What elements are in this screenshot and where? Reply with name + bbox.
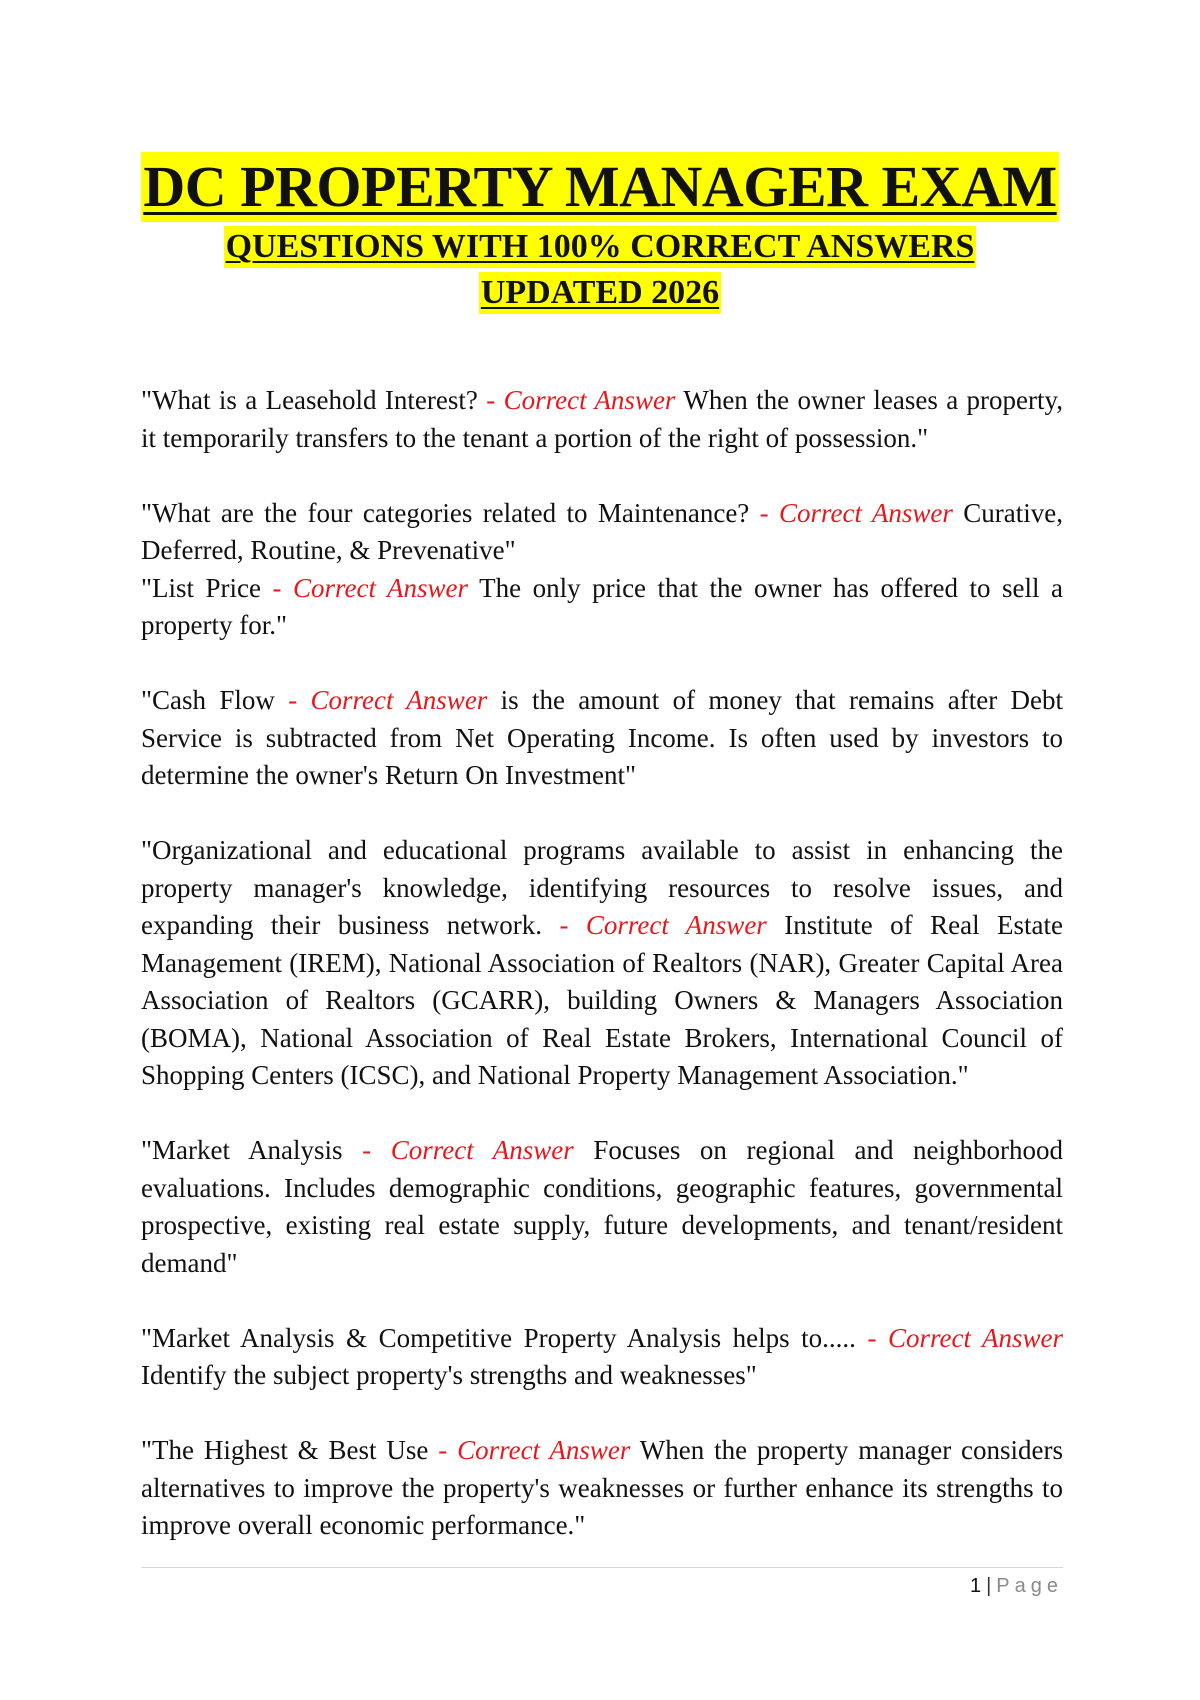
correct-answer-marker: - Correct Answer — [438, 1435, 631, 1465]
correct-answer-marker: - Correct Answer — [867, 1322, 1064, 1353]
correct-answer-marker: - Correct Answer — [288, 685, 488, 715]
question-text: "What is a Leasehold Interest? — [141, 385, 478, 415]
question-text: "List Price — [141, 572, 262, 603]
answer-text: When the owner leases a property, it temporarily transfers to the tenant a portion of the right of possession." — [141, 385, 1064, 453]
title-block — [0, 152, 1200, 314]
document-title: DC PROPERTY MANAGER EXAM — [141, 152, 1058, 222]
question-text: "Cash Flow — [141, 685, 275, 715]
page-label: Page — [996, 1575, 1063, 1597]
qa-entry-leasehold-interest — [141, 382, 1063, 457]
correct-answer-marker: - Correct Answer — [759, 497, 953, 528]
answer-text: When the property manager considers alternatives to improve the property's weaknesses or further enhance its strengths to improve overall economic performance." — [141, 1435, 1064, 1540]
qa-content — [141, 382, 1063, 1545]
qa-entry-cash-flow — [141, 682, 1063, 795]
qa-entry-competitive-analysis — [141, 1320, 1063, 1395]
qa-entry-list-price — [141, 570, 1063, 645]
qa-entry-highest-best-use — [141, 1432, 1063, 1545]
footer-divider — [141, 1567, 1063, 1568]
page-number: 1 — [969, 1575, 982, 1597]
document-subtitle-line-1: QUESTIONS WITH 100% CORRECT ANSWERS — [224, 226, 977, 268]
question-text: "Market Analysis — [141, 1135, 343, 1165]
correct-answer-marker: - Correct Answer — [486, 385, 676, 415]
correct-answer-marker: - Correct Answer — [362, 1135, 574, 1165]
answer-text: Focuses on regional and neighborhood evaluations. Includes demographic conditions, geographic features, governmental prospective, existing real estate supply, future developments, and tenant/resident demand" — [141, 1135, 1064, 1278]
question-text: "Organizational and educational programs available to assist in enhancing the property manager's knowledge, identifying resources to resolve issues, and expanding their business network. — [141, 835, 1063, 940]
answer-text: The only price that the owner has offered to sell a property for." — [141, 572, 1063, 640]
question-text: "Market Analysis & Competitive Property Analysis helps to..... — [141, 1322, 856, 1353]
qa-entry-organizational-programs — [141, 832, 1063, 1095]
answer-text: is the amount of money that remains after Debt Service is subtracted from Net Operating Income. Is often used by investors to determine the owner's Return On Investment" — [141, 685, 1064, 790]
document-subtitle-line-2: UPDATED 2026 — [479, 272, 721, 314]
question-text: "What are the four categories related to Maintenance? — [141, 497, 750, 528]
qa-entry-maintenance-categories — [141, 495, 1063, 570]
page-footer — [970, 1572, 1063, 1600]
answer-text: Institute of Real Estate Management (IREM), National Association of Realtors (NAR), Greater Capital Area Association of Realtors (GCARR), building Owners & Managers Association (BOMA), National Association of Real Estate Brokers, International Council of Shopping Centers (ICSC), and National Property Management Association." — [141, 910, 1063, 1090]
qa-entry-market-analysis — [141, 1132, 1063, 1282]
answer-text: Identify the subject property's strengths and weaknesses" — [141, 1360, 757, 1390]
footer-separator: | — [986, 1575, 992, 1597]
correct-answer-marker: - Correct Answer — [272, 572, 469, 603]
correct-answer-marker: - Correct Answer — [559, 910, 767, 940]
answer-text: Curative, Deferred, Routine, & Prevenative" — [141, 497, 1064, 565]
question-text: "The Highest & Best Use — [141, 1435, 429, 1465]
